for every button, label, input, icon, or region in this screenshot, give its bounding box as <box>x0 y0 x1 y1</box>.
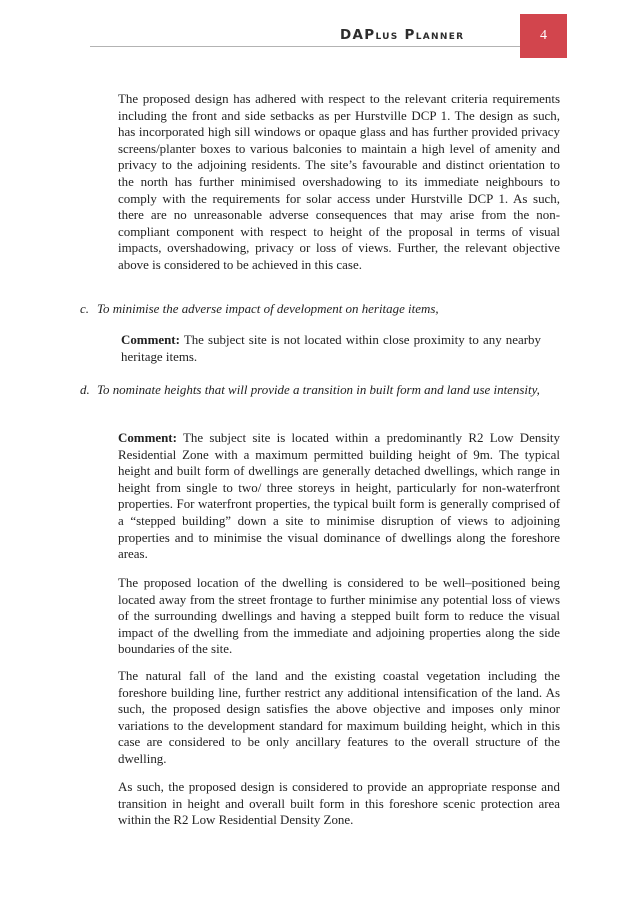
comment-c <box>121 332 541 365</box>
paragraph-location: The proposed location of the dwelling is considered to be well–positioned being located away from the street frontage to further minimise any potential loss of views of the surrounding dwellings and having a stepped built form to reduce the visual impact of the dwelling from the immediate and adjoining properties along the side boundaries of the site. <box>118 575 560 657</box>
comment-c-text: The subject site is not located within close proximity to any nearby heritage items. <box>121 332 541 364</box>
list-marker-d: d. <box>80 382 90 397</box>
comment-d-text: The subject site is located within a predominantly R2 Low Density Residential Zone with a maximum permitted building height of 9m. The typical height and built form of dwellings are generally detached dwellings, which range in height from single to two/ three storeys in height, particularly for non-waterfront properties. For waterfront properties, the typical built form is generally comprised of a “stepped building” down a site to minimise disruption of views to adjoining properties and to minimise the visual dominance of dwellings along the foreshore areas. <box>118 430 560 562</box>
header-divider <box>90 46 520 47</box>
paragraph-conclusion: As such, the proposed design is considered to provide an appropriate response and transition in height and overall built form in this foreshore scenic protection area within the R2 Low Residential Density Zone. <box>118 779 560 828</box>
page-number-badge: 4 <box>520 14 567 58</box>
comment-d <box>118 430 560 563</box>
objective-d: To nominate heights that will provide a transition in built form and land use intensity, <box>97 382 540 397</box>
objective-c: To minimise the adverse impact of development on heritage items, <box>97 301 439 316</box>
list-marker-c: c. <box>80 301 89 316</box>
comment-label: Comment: <box>121 332 180 347</box>
paragraph-natural-fall: The natural fall of the land and the existing coastal vegetation including the foreshore building line, further restrict any additional intensification of the land. As such, the proposed design satisfies the above objective and imposes only minor variations to the development standard for maximum building height, which in this case are considered to be only ancillary features to the overall structure of the dwelling. <box>118 668 560 766</box>
comment-label: Comment: <box>118 430 177 445</box>
intro-paragraph: The proposed design has adhered with respect to the relevant criteria requirements including the front and side setbacks as per Hurstville DCP 1. The design as such, has incorporated high sill windows or opaque glass and has further provided privacy screens/planter boxes to various balconies to maintain a high level of amenity and privacy to the adjoining residents. The site’s favourable and distinct orientation to the north has further minimised overshadowing to its immediate neighbours to comply with the requirements for solar access under Hurstville DCP 1. As such, there are no unreasonable adverse consequences that may arise from the non-compliant component with respect to height of the proposal in terms of visual impacts, overshadowing, privacy or loss of views. Further, the relevant objective above is considered to be achieved in this case. <box>118 91 560 272</box>
document-header-title: DAPlus Planner <box>340 27 465 43</box>
